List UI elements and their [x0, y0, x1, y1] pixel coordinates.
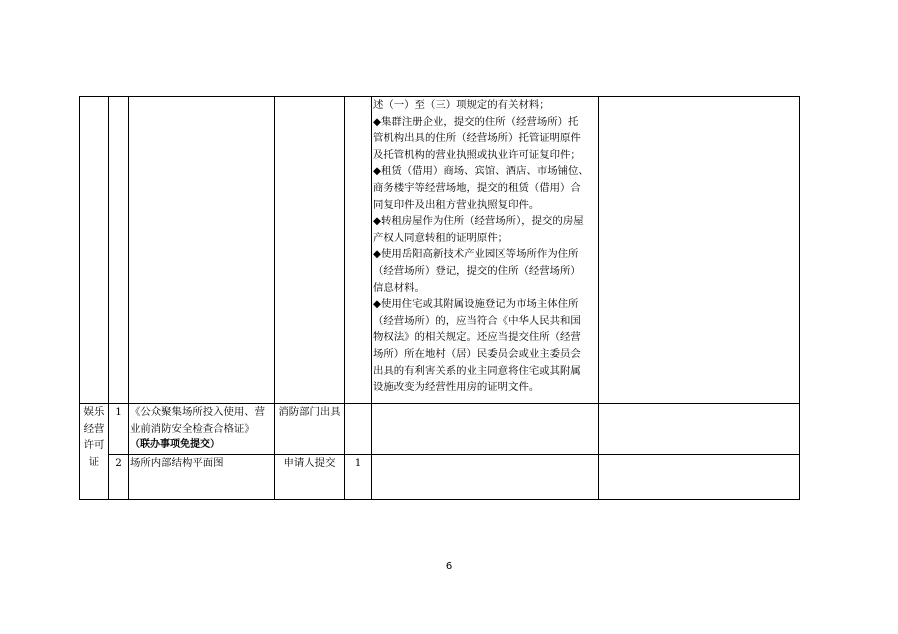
- requirement-line: 商务楼宇等经营场地，提交的租赁（借用）合: [373, 181, 581, 194]
- source-cell: 消防部门出具: [275, 404, 345, 455]
- requirement-line: （经营场所）的，应当符合《中华人民共和国: [373, 314, 581, 327]
- table-row: [80, 454, 800, 499]
- quantity-cell: 1: [345, 454, 372, 499]
- quantity-cell: [345, 404, 372, 455]
- requirement-line: ◆租赁（借用）商场、宾馆、酒店、市场铺位、: [373, 165, 589, 178]
- requirement-line: 信息材料。: [373, 281, 425, 294]
- page-number: 6: [445, 561, 453, 572]
- requirement-line: ◆使用住宅或其附属设施登记为市场主体住所: [373, 298, 579, 311]
- requirement-line: 及托管机构的营业执照或执业许可证复印件；: [373, 148, 581, 161]
- requirement-line: 设施改变为经营性用房的证明文件。: [373, 381, 540, 394]
- requirements-cell: [372, 454, 599, 499]
- requirement-line: ◆转租房屋作为住所（经营场所），提交的房屋: [373, 215, 584, 228]
- category-label: 许可: [83, 439, 105, 452]
- remarks-cell-cont: [599, 97, 800, 404]
- table-row-continuation: [80, 97, 800, 404]
- category-label: 经营: [83, 422, 105, 435]
- requirement-line: ◆使用岳阳高新技术产业园区等场所作为住所: [373, 248, 579, 261]
- table-row: [80, 404, 800, 455]
- requirement-line: 出具的有利害关系的业主同意将住宅或其附属: [373, 364, 581, 377]
- material-note: （联办事项免提交）: [130, 439, 220, 451]
- materials-table: [79, 96, 800, 500]
- source-cell: 申请人提交: [275, 454, 345, 499]
- category-cell-cont: [80, 97, 109, 404]
- requirement-line: （经营场所）登记，提交的住所（经营场所）: [373, 264, 581, 277]
- category-label: 证: [88, 455, 100, 468]
- category-label: 娱乐: [83, 406, 105, 418]
- requirement-line: 产权人同意转租的证明原件；: [373, 231, 509, 244]
- material-name-cell: [129, 404, 275, 455]
- remarks-cell: [599, 404, 800, 455]
- row-number: 2: [109, 454, 129, 499]
- category-cell: [80, 404, 109, 500]
- requirement-line: ◆集群注册企业，提交的住所（经营场所）托: [373, 115, 579, 128]
- requirement-line: 物权法》的相关规定。还应当提交住所（经营: [373, 331, 581, 344]
- qty-cell-cont: [345, 97, 372, 404]
- remarks-cell: [599, 454, 800, 499]
- requirement-line: 述（一）至（三）项规定的有关材料；: [373, 99, 550, 111]
- material-name-line: 场所内部结构平面图: [130, 456, 224, 469]
- row-number: 1: [109, 404, 129, 455]
- requirement-line: 同复印件及出租方营业执照复印件。: [373, 198, 540, 211]
- requirement-line: 场所）所在地村（居）民委员会或业主委员会: [373, 347, 581, 360]
- material-name-cell: [129, 454, 275, 499]
- source-cell-cont: [275, 97, 345, 404]
- requirement-line: 管机构出具的住所（经营场所）托管证明原件: [373, 132, 581, 145]
- no-cell-cont: [109, 97, 129, 404]
- requirements-cell: [372, 97, 599, 404]
- requirements-cell: [372, 404, 599, 455]
- material-name-line: 《公众聚集场所投入使用、营: [130, 406, 266, 418]
- material-cell-cont: [129, 97, 275, 404]
- material-name-line: 业前消防安全检查合格证》: [130, 422, 255, 435]
